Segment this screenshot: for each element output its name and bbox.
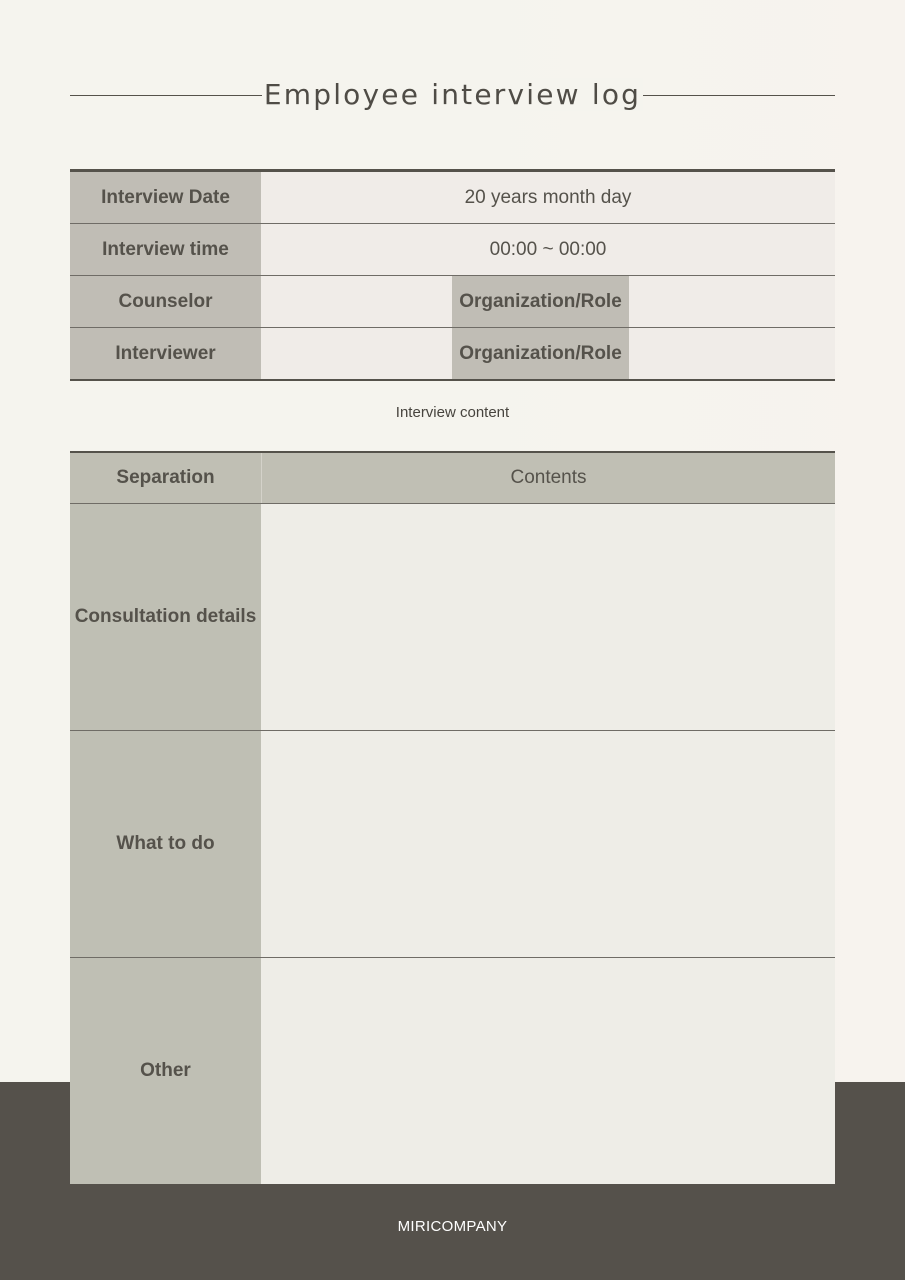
interview-date-label: Interview Date xyxy=(70,172,261,223)
content-table xyxy=(70,451,835,1184)
interview-time-field[interactable]: 00:00 ~ 00:00 xyxy=(261,224,835,275)
section-heading: Interview content xyxy=(395,404,510,421)
interview-time-label: Interview time xyxy=(70,224,261,275)
interviewer-organization-role-field[interactable] xyxy=(629,328,835,379)
contents-header: Contents xyxy=(261,453,835,503)
info-row-counselor xyxy=(70,276,835,328)
interviewer-organization-role-label: Organization/Role xyxy=(452,328,629,379)
footer-company-name: MIRICOMPANY xyxy=(397,1218,508,1235)
interviewer-label: Interviewer xyxy=(70,328,261,379)
interview-date-field[interactable]: 20 years month day xyxy=(261,172,835,223)
counselor-organization-role-label: Organization/Role xyxy=(452,276,629,327)
counselor-organization-role-field[interactable] xyxy=(629,276,835,327)
content-row-what-to-do xyxy=(70,731,835,958)
page-title: Employee interview log xyxy=(263,78,642,111)
info-row-date xyxy=(70,172,835,224)
consultation-details-label: Consultation details xyxy=(70,504,261,730)
other-field[interactable] xyxy=(261,958,835,1184)
content-row-consultation xyxy=(70,504,835,731)
counselor-label: Counselor xyxy=(70,276,261,327)
interviewer-field[interactable] xyxy=(261,328,452,379)
what-to-do-label: What to do xyxy=(70,731,261,957)
other-label: Other xyxy=(70,958,261,1184)
info-row-interviewer xyxy=(70,328,835,379)
what-to-do-field[interactable] xyxy=(261,731,835,957)
info-table xyxy=(70,169,835,381)
counselor-field[interactable] xyxy=(261,276,452,327)
separation-header: Separation xyxy=(116,467,215,488)
consultation-details-field[interactable] xyxy=(261,504,835,730)
info-row-time xyxy=(70,224,835,276)
title-wrap xyxy=(0,78,905,111)
content-header-row xyxy=(70,453,835,504)
content-row-other xyxy=(70,958,835,1184)
